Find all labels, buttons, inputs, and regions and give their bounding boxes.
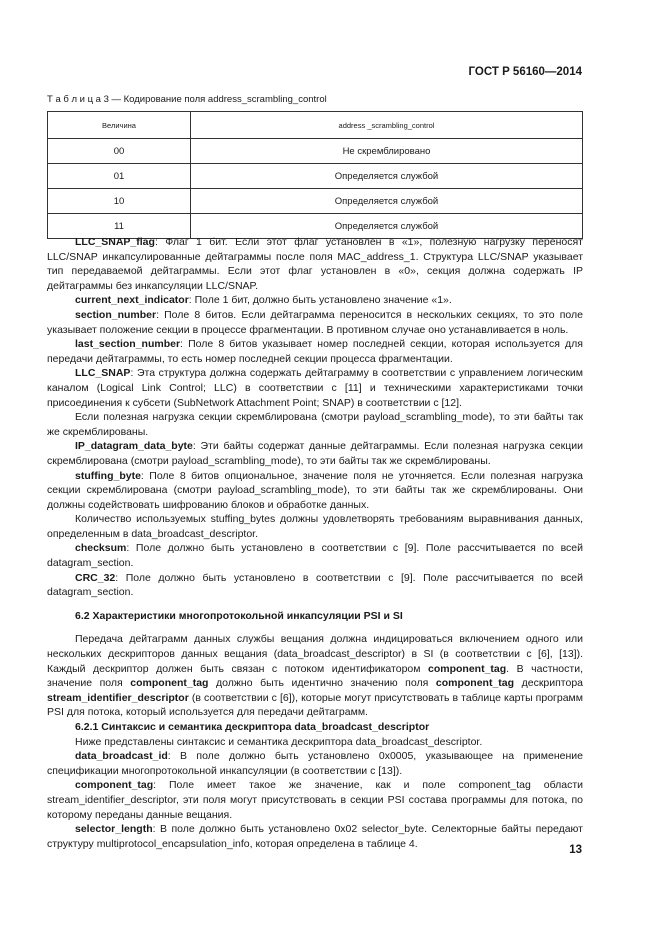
paragraph-data-broadcast-id bbox=[47, 749, 583, 778]
table-cell-meaning: Не скремблировано bbox=[191, 139, 583, 164]
section-heading-6-2-1: 6.2.1 Синтаксис и семантика дескриптора data_broadcast_descriptor bbox=[75, 721, 430, 733]
table-row bbox=[48, 139, 583, 164]
document-id: ГОСТ Р 56160—2014 bbox=[468, 66, 582, 78]
page-number: 13 bbox=[569, 844, 582, 856]
coding-table bbox=[47, 111, 583, 239]
term: checksum bbox=[75, 542, 127, 555]
term: CRC_32 bbox=[75, 571, 116, 584]
definition: : Поле должно быть установлено в соответствии с [9]. Поле рассчитывается по всей datagram_section. bbox=[47, 571, 583, 599]
paragraph-6-2 bbox=[47, 632, 583, 720]
term: LLC_SNAP_flag bbox=[75, 236, 155, 248]
text-run: (в соответствии с [6]), которые могут присутствовать в таблице карты программ PSI для потока, который используется для передачи дейтаграмм. bbox=[47, 691, 583, 719]
table-header-row bbox=[48, 112, 583, 139]
column-header-field: address _scrambling_control bbox=[191, 112, 583, 139]
column-header-value: Величина bbox=[48, 112, 191, 139]
body-text bbox=[47, 235, 583, 851]
definition: : Поле 8 битов опциональное, значение поля не уточняется. Если полезная нагрузка секции скремблирована (смотри payload_scrambling_mode), то эти байты так же скремблированы. Они должны содействовать шифрованию блоков и обработке данных. bbox=[47, 469, 583, 511]
paragraph-llc-snap-flag bbox=[47, 235, 583, 293]
definition: : Эта структура должна содержать дейтаграмму в соответствии с управлением логическим каналом (Logical Link Control; LLC) в соответствии с [11] и техническими характеристиками точки присоединения к субсети (SubNetwork Attachment Point; SNAP) в соответствии с [12]. bbox=[47, 367, 583, 409]
table-cell-meaning: Определяется службой bbox=[191, 189, 583, 214]
term: section_number bbox=[75, 308, 157, 321]
definition: : В поле должно быть установлено 0x02 selector_byte. Селекторные байты передают структуру multiprotocol_encapsulation_info, которая определена в таблице 4. bbox=[47, 823, 583, 850]
paragraph-intro: Ниже представлены синтаксис и семантика дескриптора data_broadcast_descriptor. bbox=[75, 735, 483, 748]
table-cell-meaning: Определяется службой bbox=[191, 164, 583, 189]
table-cell-value: 10 bbox=[48, 189, 191, 214]
text-run: . В частности, значение поля bbox=[47, 662, 583, 690]
definition: : Флаг 1 бит. Если этот флаг установлен в «1», полезную нагрузку переносят LLC/SNAP инкапсулированные дейтаграммы после поля MAC_address_1. Структура LLC/SNAP указывает тип передаваемой дейтаграммы. Если этот флаг установлен в «0», секция должна содержать IP дейтаграммы без инкапсуляции LLC/SNAP. bbox=[47, 236, 583, 292]
table-row bbox=[48, 189, 583, 214]
text-run: должно быть идентично значению поля bbox=[208, 677, 436, 690]
paragraph-selector-length bbox=[47, 822, 583, 851]
term: last_section_number bbox=[75, 338, 181, 351]
paragraph-current-next bbox=[47, 293, 583, 308]
paragraph-checksum bbox=[47, 541, 583, 570]
term: selector_length bbox=[75, 823, 153, 836]
paragraph-ip-datagram bbox=[47, 439, 583, 468]
table-cell-value: 00 bbox=[48, 139, 191, 164]
definition: : В поле должно быть установлено 0x0005, указывающее на применение спецификации многопротокольной инкапсуляции (в соответствии с [13]). bbox=[47, 750, 583, 777]
term: component_tag bbox=[75, 779, 154, 792]
section-heading-6-2: 6.2 Характеристики многопротокольной инкапсуляции PSI и SI bbox=[75, 609, 403, 622]
table-caption: Т а б л и ц а 3 — Кодирование поля address_scrambling_control bbox=[47, 94, 327, 105]
table-cell-meaning: Определяется службой bbox=[191, 214, 583, 239]
paragraph-stuffing-count: Количество используемых stuffing_bytes должны удовлетворять требованиям выравнивания данных, определенным в data_broadcast_descriptor. bbox=[47, 513, 583, 540]
table-row bbox=[48, 164, 583, 189]
term: stream_identifier_descriptor bbox=[47, 691, 189, 704]
definition: : Поле 8 битов. Если дейтаграмма переносится в нескольких секциях, то это поле указывает положение секции в процессе фрагментации. В противном случае оно устанавливается в ноль. bbox=[47, 308, 583, 336]
term: LLC_SNAP bbox=[75, 367, 131, 380]
term: component_tag bbox=[428, 662, 507, 675]
text-run: дескриптора bbox=[514, 677, 584, 690]
paragraph-component-tag bbox=[47, 778, 583, 822]
paragraph-section-number bbox=[47, 308, 583, 337]
definition: : Поле должно быть установлено в соответствии с [9]. Поле рассчитывается по всей datagram_section. bbox=[47, 542, 583, 570]
term: data_broadcast_id bbox=[75, 750, 168, 763]
definition: : Поле 1 бит, должно быть установлено значение «1». bbox=[188, 294, 452, 307]
paragraph-crc bbox=[47, 571, 583, 600]
term: IP_datagram_data_byte bbox=[75, 440, 193, 453]
term: component_tag bbox=[435, 677, 515, 690]
definition: : Эти байты содержат данные дейтаграммы. Если полезная нагрузка секции скремблирована (смотри payload_scrambling_mode), то эти байты так же скремблированы. bbox=[47, 440, 583, 467]
definition: : Поле 8 битов указывает номер последней секции, которая используется для передачи дейтаграммы, то есть номер последней секции процесса фрагментации. bbox=[47, 338, 583, 365]
paragraph-llc-snap bbox=[47, 366, 583, 410]
table-cell-value: 01 bbox=[48, 164, 191, 189]
paragraph-payload-scrambled: Если полезная нагрузка секции скремблирована (смотри payload_scrambling_mode), то эти байты так же скремблированы. bbox=[47, 411, 583, 438]
definition: : Поле имеет такое же значение, как и поле component_tag области stream_identifier_descriptor, эти поля могут присутствовать в секции PSI состава программы для потока, по которому переданы данные вещания. bbox=[47, 779, 583, 821]
term: current_next_indicator bbox=[75, 294, 189, 307]
text-run: Передача дейтаграмм данных службы вещания должна индицироваться включением одного или нескольких дескрипторов данных вещания (data_broadcast_descriptor) в SI (в соответствии с [6], [13]). Каждый дескриптор должен быть связан с потоком идентификатором bbox=[47, 633, 583, 675]
paragraph-stuffing bbox=[47, 469, 583, 513]
table-cell-value: 11 bbox=[48, 214, 191, 239]
term: component_tag bbox=[130, 677, 209, 690]
paragraph-last-section bbox=[47, 337, 583, 366]
term: stuffing_byte bbox=[75, 469, 141, 482]
